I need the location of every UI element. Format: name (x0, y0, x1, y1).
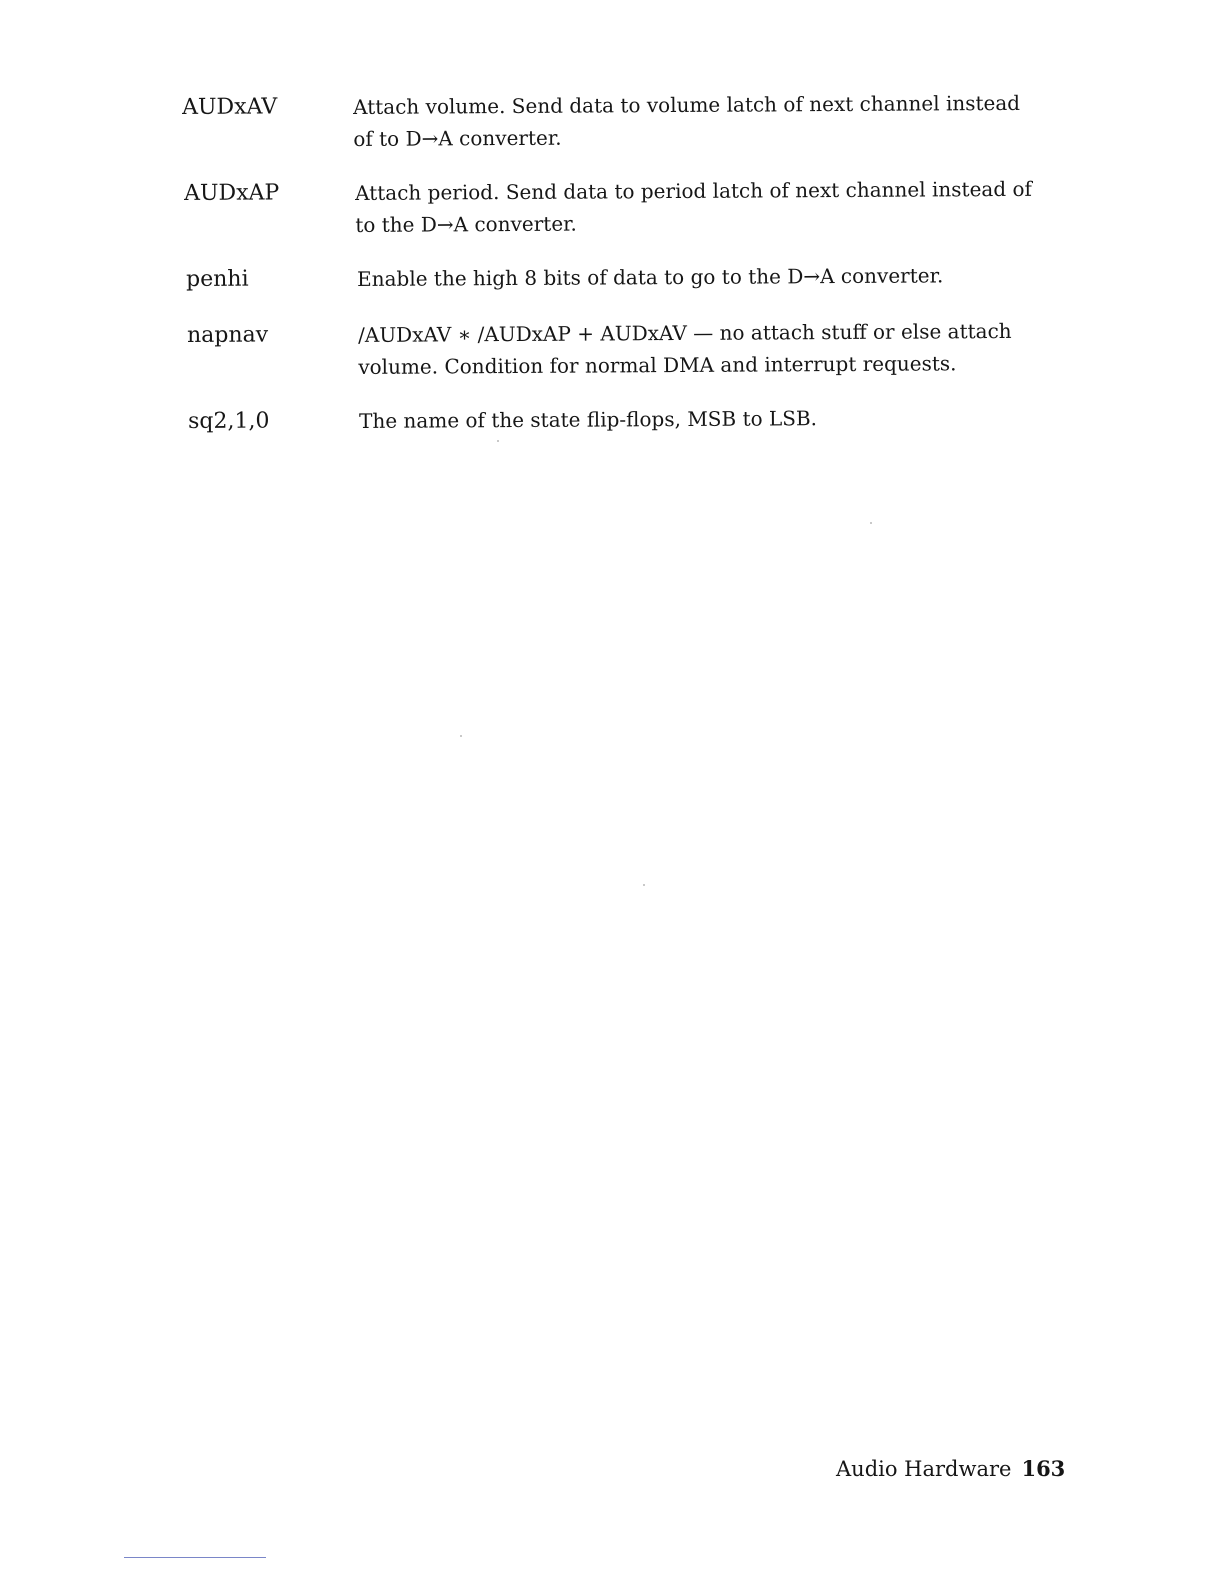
definition-description (355, 173, 1045, 241)
definition-entry-penhi (186, 259, 1056, 292)
definition-term: penhi (186, 266, 249, 292)
description-line: /AUDxAV ∗ /AUDxAP + AUDxAV — no attach stuff or else attach (358, 318, 1012, 347)
description-line: The name of the state flip-flops, MSB to LSB. (359, 406, 818, 433)
definition-term: sq2,1,0 (188, 408, 270, 434)
scan-speck (460, 735, 462, 737)
scan-speck (870, 522, 872, 524)
definition-description (358, 315, 1048, 383)
page-footer (836, 1454, 1066, 1484)
scan-speck (643, 884, 645, 886)
page-number: 163 (1021, 1456, 1066, 1481)
definition-description (359, 401, 1049, 437)
description-line: volume. Condition for normal DMA and interrupt requests. (358, 351, 957, 379)
definition-entry-audxav (182, 87, 1052, 151)
scan-edge-line (124, 1557, 266, 1558)
definition-description (357, 259, 1047, 295)
footer-section-title: Audio Hardware (836, 1457, 1012, 1481)
definition-term: AUDxAP (184, 180, 280, 206)
definition-entry-napnav (187, 315, 1057, 379)
scan-speck (497, 440, 499, 442)
definition-entry-sq210 (188, 401, 1058, 434)
description-line: Attach volume. Send data to volume latch of next channel instead (353, 90, 1021, 119)
definition-description (353, 87, 1043, 155)
description-line: to the D→A converter. (355, 211, 577, 237)
description-line: of to D→A converter. (353, 125, 562, 151)
definition-term: napnav (187, 322, 269, 348)
description-line: Enable the high 8 bits of data to go to the D→A converter. (357, 263, 944, 291)
definition-entry-audxap (184, 173, 1054, 237)
description-line: Attach period. Send data to period latch of next channel instead of (355, 176, 1032, 205)
definition-term: AUDxAV (182, 94, 278, 120)
